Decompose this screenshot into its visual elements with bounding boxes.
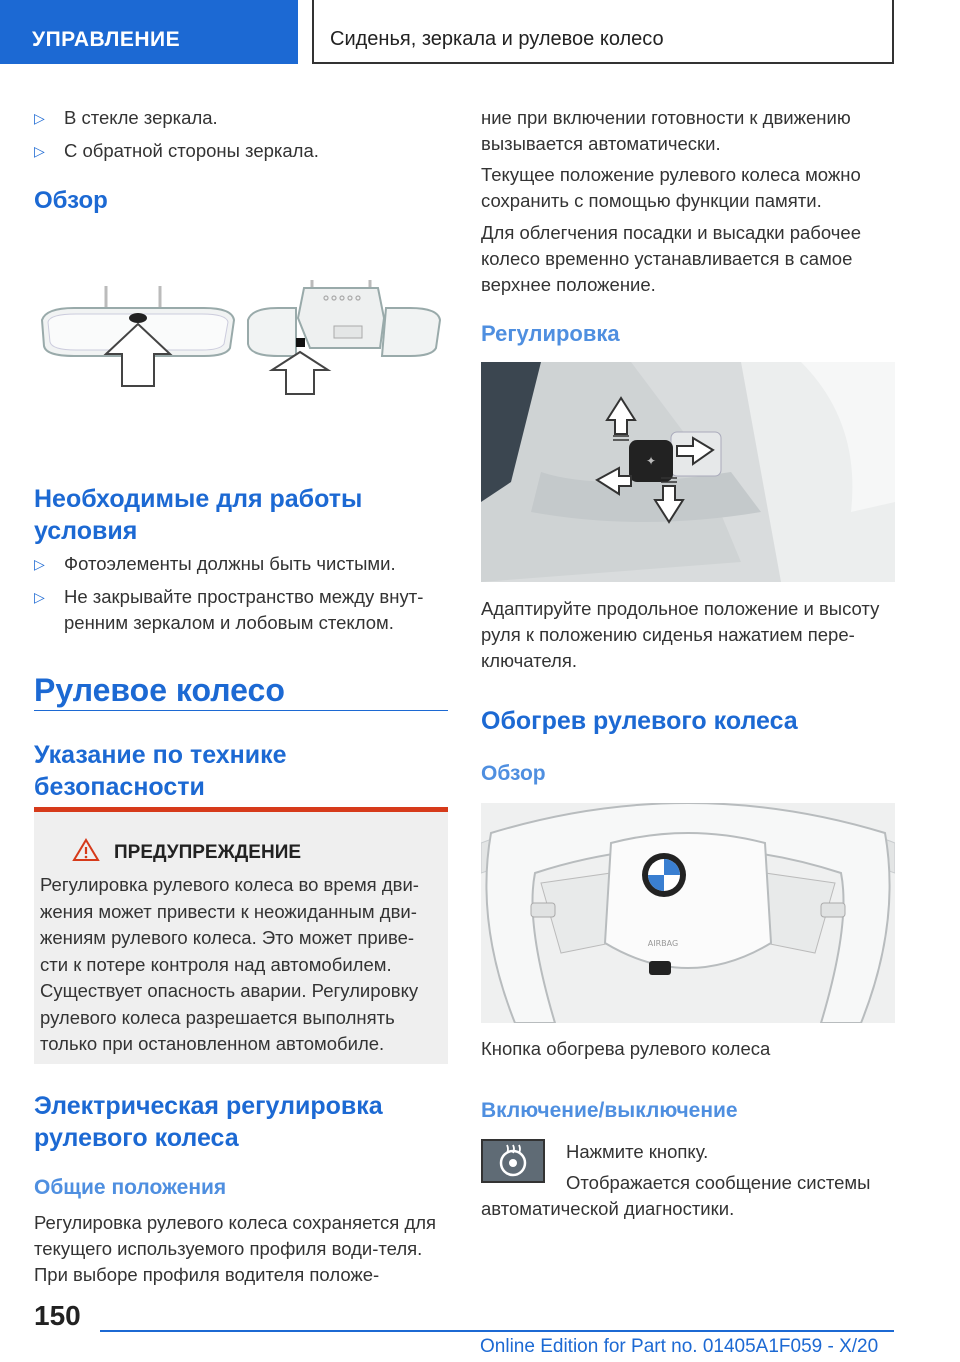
section-tab — [0, 0, 298, 64]
paragraph: Регулировка рулевого колеса сохраняется для текущего используемого профиля води-теля. При выборе профиля водителя положе- — [34, 1212, 437, 1285]
instruction-text: Нажмите кнопку. — [566, 1141, 709, 1162]
list-item: ▷ Фотоэлементы должны быть чистыми. — [34, 551, 448, 577]
warning-box — [34, 807, 448, 1064]
wheel-badge-text: AIRBAG — [647, 939, 679, 948]
subsection-heading: Общие положения — [34, 1176, 227, 1199]
subsection-heading: Включение/выключение — [481, 1099, 738, 1122]
svg-text:✦: ✦ — [645, 454, 657, 468]
list-item: ▷ В стекле зеркала. — [34, 105, 448, 131]
footer-divider — [100, 1330, 894, 1332]
mirror-illustration — [34, 278, 448, 398]
section-title: УПРАВЛЕНИЕ — [32, 28, 181, 51]
page-number: 150 — [34, 1300, 81, 1331]
triangle-bullet-icon: ▷ — [34, 143, 45, 159]
list-item: ▷ С обратной стороны зеркала. — [34, 138, 448, 164]
list-item: ▷ Не закрывайте пространство между внут-ренним зеркалом и лобовым стеклом. — [34, 586, 424, 633]
divider — [34, 710, 448, 711]
subsection-heading: Обзор — [481, 762, 546, 785]
section-heading: Необходимые для работы условия — [34, 485, 363, 545]
paragraph: ние при включении готовности к движению вызывается автоматически. — [481, 107, 851, 154]
image-caption: Кнопка обогрева рулевого колеса — [481, 1038, 771, 1059]
chapter-title: Сиденья, зеркала и рулевое колесо — [330, 28, 664, 50]
chapter-heading: Рулевое колесо — [34, 672, 285, 708]
image-caption: Адаптируйте продольное положение и высоту руля к положению сиденья нажатием пере-ключателя. — [481, 598, 880, 671]
section-heading: Обзор — [34, 187, 108, 214]
warning-triangle-icon — [72, 838, 100, 867]
warning-text: Регулировка рулевого колеса во время дви-жения может привести к неожиданным дви-жениям рулевого колеса. Это может приве-сти к потере контроля над автомобилем. Существует опасность аварии. Регулировку рулевого колеса разрешается выполнять только при остановленном автомобиле. — [40, 874, 419, 1054]
warning-title: ПРЕДУПРЕЖДЕНИЕ — [114, 842, 302, 863]
triangle-bullet-icon: ▷ — [34, 556, 45, 572]
chapter-tab — [312, 0, 894, 64]
triangle-bullet-icon: ▷ — [34, 110, 45, 126]
paragraph: Для облегчения посадки и высадки рабочее колесо временно устанавливается в самое верхнее положение. — [481, 222, 861, 295]
edition-link[interactable]: Online Edition for Part no. 01405A1F059 - X/20 — [480, 1336, 879, 1357]
triangle-bullet-icon: ▷ — [34, 589, 45, 605]
section-heading: Указание по технике безопасности — [34, 741, 287, 801]
steering-adjust-illustration — [481, 362, 895, 582]
steering-wheel-illustration — [481, 803, 895, 1023]
section-heading: Обогрев рулевого колеса — [481, 707, 798, 735]
subsection-heading: Регулировка — [481, 321, 620, 346]
section-heading: Электрическая регулировка рулевого колеса — [34, 1092, 383, 1152]
paragraph: Отображается сообщение системы автоматической диагностики. — [481, 1172, 871, 1219]
paragraph: Текущее положение рулевого колеса можно сохранить с помощью функции памяти. — [481, 164, 861, 211]
